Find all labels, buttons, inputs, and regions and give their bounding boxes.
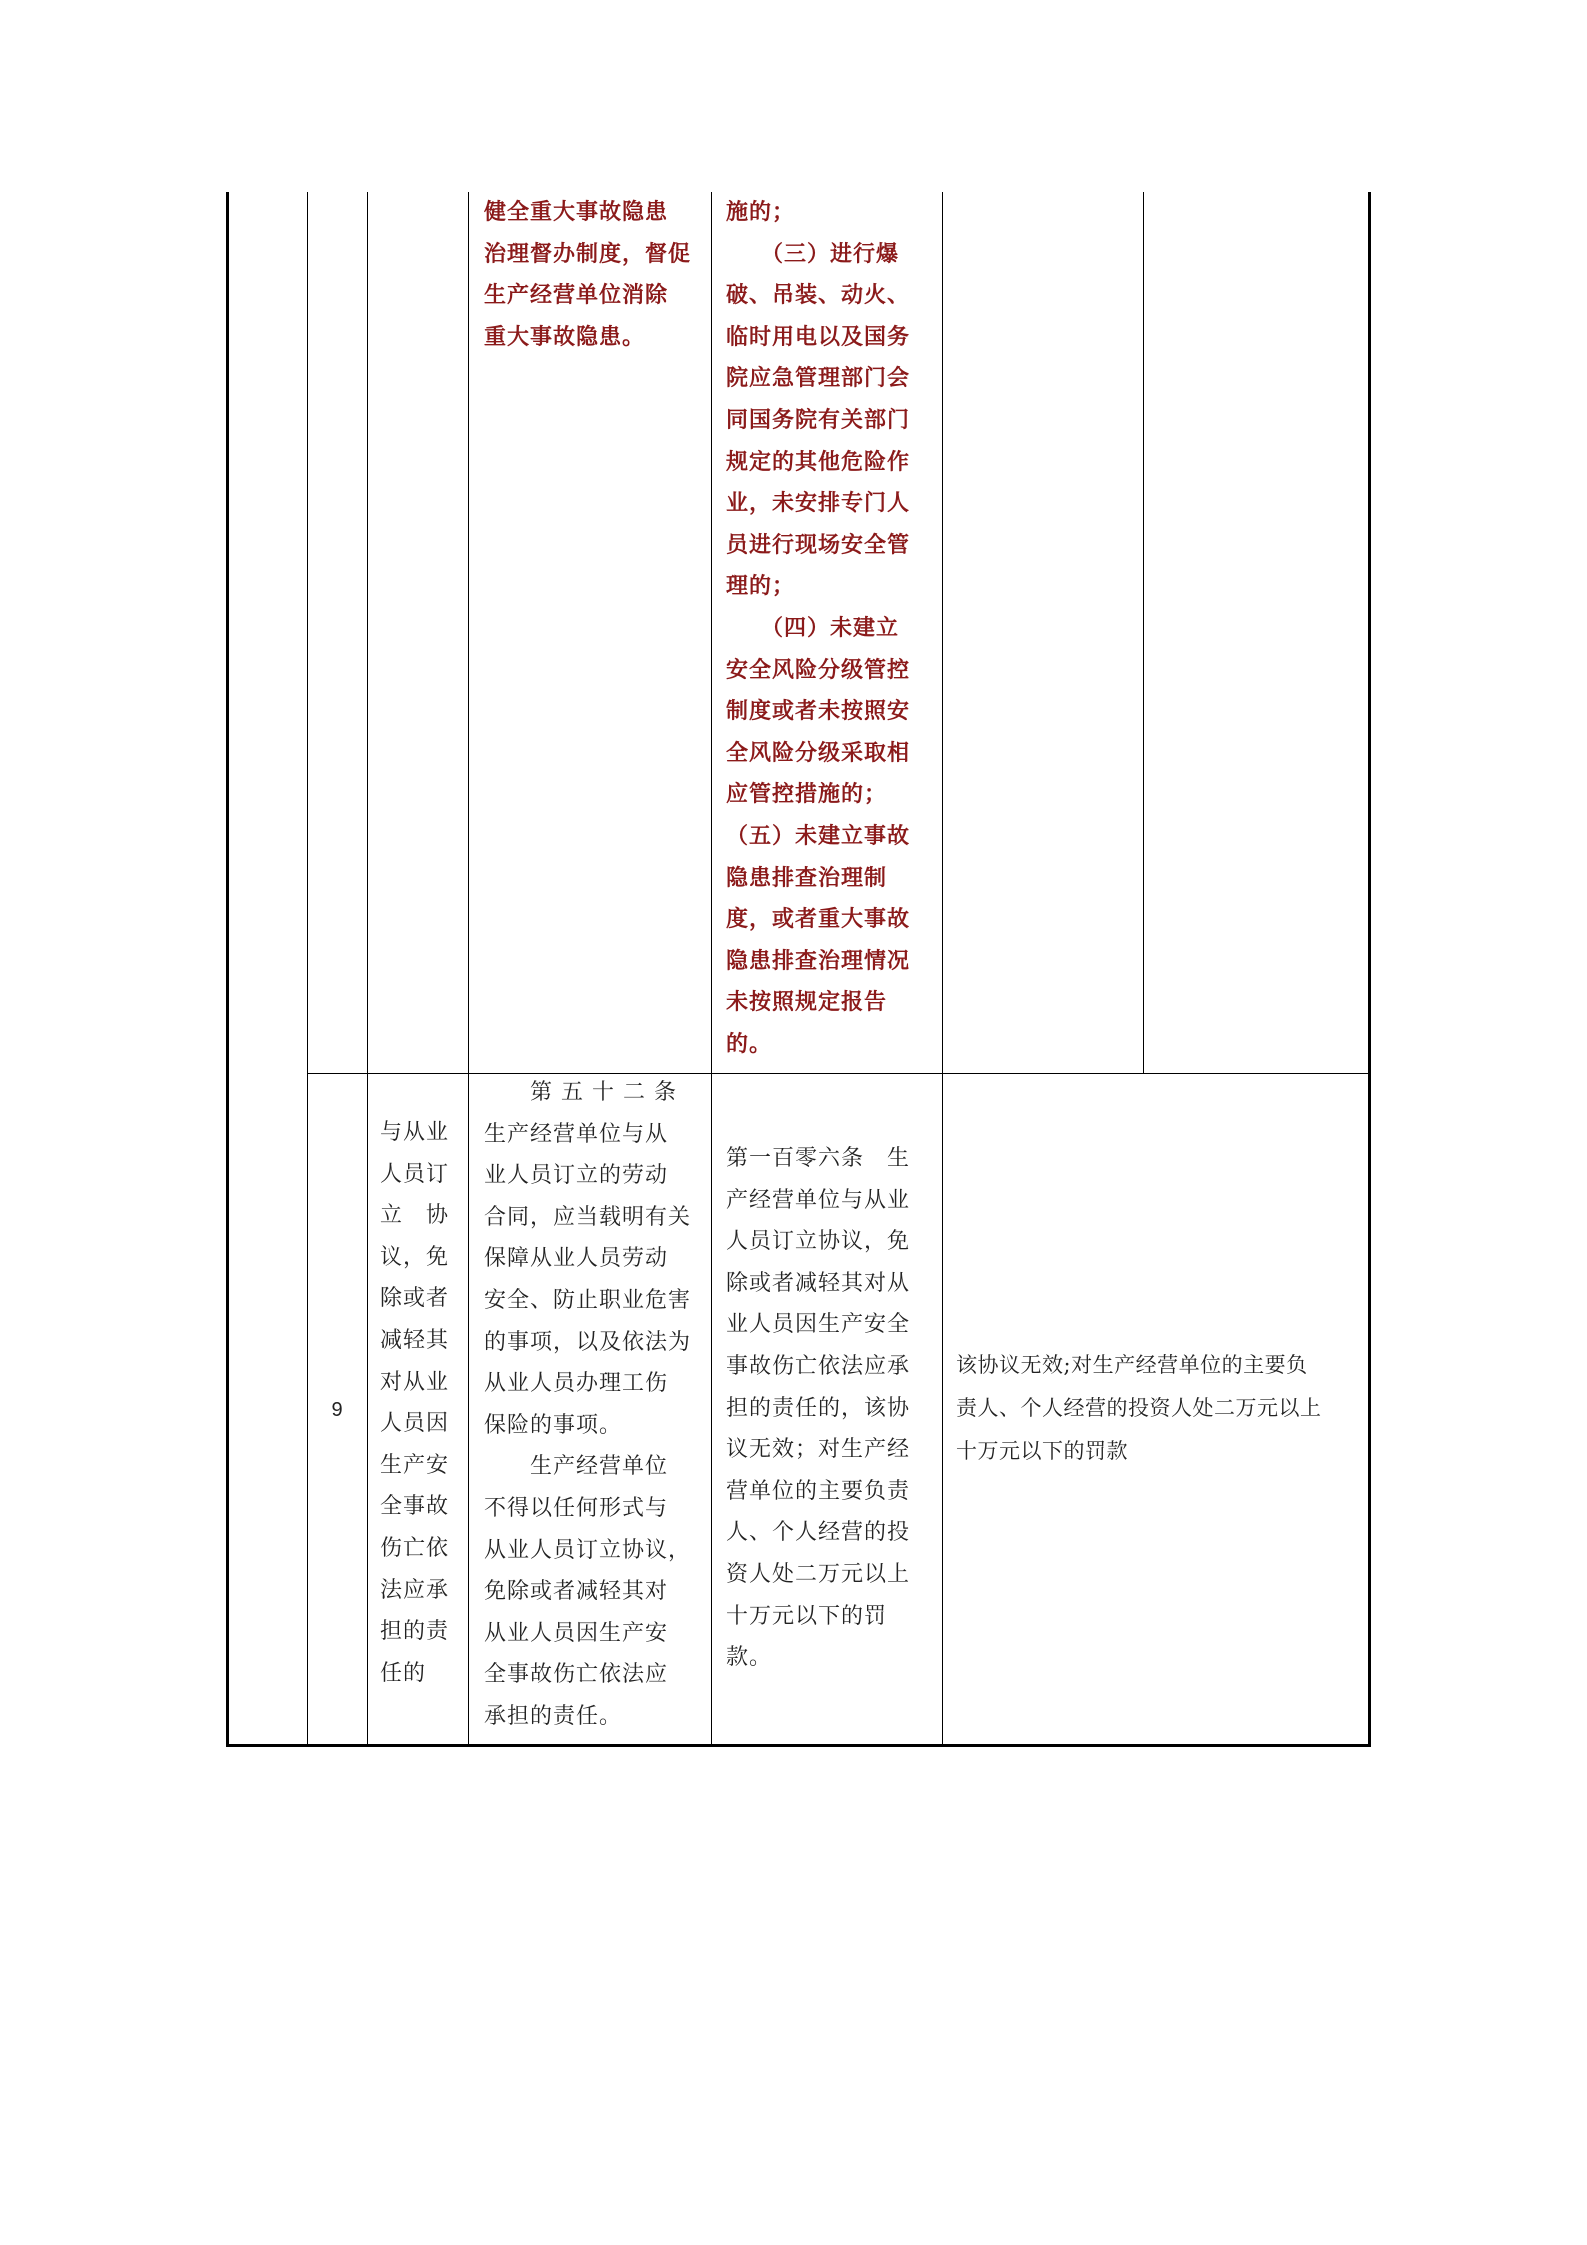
text-line: 十万元以下的罚款 <box>956 1439 1128 1463</box>
text-line: 议，免 <box>380 1244 450 1270</box>
text-line: 承担的责任。 <box>484 1703 623 1729</box>
text-line: 度，或者重大事故 <box>726 906 911 933</box>
text-line: （四）未建立 <box>726 614 900 641</box>
upper-law-cell <box>484 192 704 358</box>
col-divider-1 <box>307 192 308 1746</box>
col-divider-5 <box>942 192 943 1746</box>
col-divider-6 <box>1143 192 1144 1073</box>
text-line: 从业人员订立协议， <box>484 1537 692 1563</box>
text-line: 的事项，以及依法为 <box>484 1329 692 1355</box>
text-line: 产经营单位与从业 <box>726 1187 911 1213</box>
text-line: 不得以任何形式与 <box>484 1495 669 1521</box>
behavior-cell <box>380 1112 460 1694</box>
text-line: 除或者减轻其对从 <box>726 1270 911 1296</box>
col-divider-2 <box>367 192 368 1746</box>
text-line: 减轻其 <box>380 1327 450 1353</box>
text-line: 业人员因生产安全 <box>726 1312 911 1338</box>
text-line: 第 五 十 二 条 <box>484 1080 677 1105</box>
text-line: 营单位的主要负责 <box>726 1478 911 1504</box>
text-line: 全风险分级采取相 <box>726 739 911 766</box>
row-number-cell <box>308 1390 367 1432</box>
text-line: 款。 <box>726 1645 773 1671</box>
text-line: 该协议无效;对生产经营单位的主要负 <box>956 1353 1308 1377</box>
text-line: 施的； <box>726 199 796 225</box>
penalty-article-cell <box>726 1138 938 1679</box>
text-line: 对从业 <box>380 1369 450 1395</box>
text-line: 议无效；对生产经 <box>726 1437 911 1463</box>
row-divider <box>307 1073 1370 1074</box>
text-line: 人、个人经营的投 <box>726 1520 911 1546</box>
text-line: 员进行现场安全管 <box>726 531 911 558</box>
table-left-border <box>226 192 229 1746</box>
text-line: （三）进行爆 <box>726 240 900 267</box>
text-line: 业，未安排专门人 <box>726 490 911 517</box>
text-line: 规定的其他危险作 <box>726 448 911 475</box>
text-line: 与从业 <box>380 1120 450 1145</box>
text-line: 免除或者减轻其对 <box>484 1579 669 1605</box>
text-line: 同国务院有关部门 <box>726 406 911 433</box>
text-line: 健全重大事故隐患 <box>484 199 669 225</box>
text-line: 资人处二万元以上 <box>726 1561 911 1587</box>
table-right-border <box>1368 192 1371 1746</box>
text-line: 十万元以下的罚 <box>726 1603 888 1629</box>
text-line: 院应急管理部门会 <box>726 365 911 392</box>
text-line: 担的责任的，该协 <box>726 1395 911 1421</box>
text-line: 临时用电以及国务 <box>726 323 911 350</box>
text-line: 担的责 <box>380 1619 450 1645</box>
text-line: 除或者 <box>380 1286 450 1312</box>
text-line: 人员订 <box>380 1161 450 1187</box>
text-line: 安全、防止职业危害 <box>484 1287 692 1313</box>
text-line: 隐患排查治理制 <box>726 864 888 891</box>
col-divider-4 <box>711 192 712 1746</box>
text-line: 事故伤亡依法应承 <box>726 1353 911 1379</box>
law-article-cell <box>484 1072 706 1738</box>
text-line: 人员订立协议，免 <box>726 1229 911 1255</box>
text-line: 全事故伤亡依法应 <box>484 1662 669 1688</box>
text-line: 全事故 <box>380 1494 450 1520</box>
text-line: 隐患排查治理情况 <box>726 947 911 974</box>
text-line: 治理督办制度，督促 <box>484 240 692 267</box>
text-line: 法应承 <box>380 1577 450 1603</box>
text-line: 保险的事项。 <box>484 1412 623 1438</box>
text-line: 生产经营单位 <box>484 1454 669 1480</box>
text-line: （五）未建立事故 <box>726 822 911 849</box>
text-line: 生产经营单位与从 <box>484 1121 669 1147</box>
text-line: 重大事故隐患。 <box>484 323 646 350</box>
text-line: 保障从业人员劳动 <box>484 1246 669 1272</box>
table-bottom-border <box>226 1744 1371 1747</box>
upper-penalty-cell <box>726 192 938 1065</box>
text-line: 合同，应当载明有关 <box>484 1204 692 1230</box>
text-line: 应管控措施的； <box>726 781 888 808</box>
text-line: 生产经营单位消除 <box>484 282 669 309</box>
text-line: 立 协 <box>380 1203 450 1229</box>
text-line: 伤亡依 <box>380 1535 450 1561</box>
row-number: 9 <box>331 1399 344 1421</box>
text-line: 未按照规定报告 <box>726 989 888 1016</box>
discretion-cell <box>956 1344 1364 1473</box>
text-line: 人员因 <box>380 1411 450 1437</box>
text-line: 安全风险分级管控 <box>726 656 911 683</box>
text-line: 从业人员因生产安 <box>484 1620 669 1646</box>
text-line: 责人、个人经营的投资人处二万元以上 <box>956 1396 1322 1420</box>
text-line: 第一百零六条 生 <box>726 1146 911 1171</box>
text-line: 理的； <box>726 573 796 600</box>
text-line: 的。 <box>726 1030 773 1057</box>
text-line: 破、吊装、动火、 <box>726 282 911 309</box>
text-line: 任的 <box>380 1660 427 1686</box>
text-line: 从业人员办理工伤 <box>484 1371 669 1397</box>
col-divider-3 <box>468 192 469 1746</box>
text-line: 制度或者未按照安 <box>726 698 911 725</box>
text-line: 生产安 <box>380 1452 450 1478</box>
text-line: 业人员订立的劳动 <box>484 1163 669 1189</box>
